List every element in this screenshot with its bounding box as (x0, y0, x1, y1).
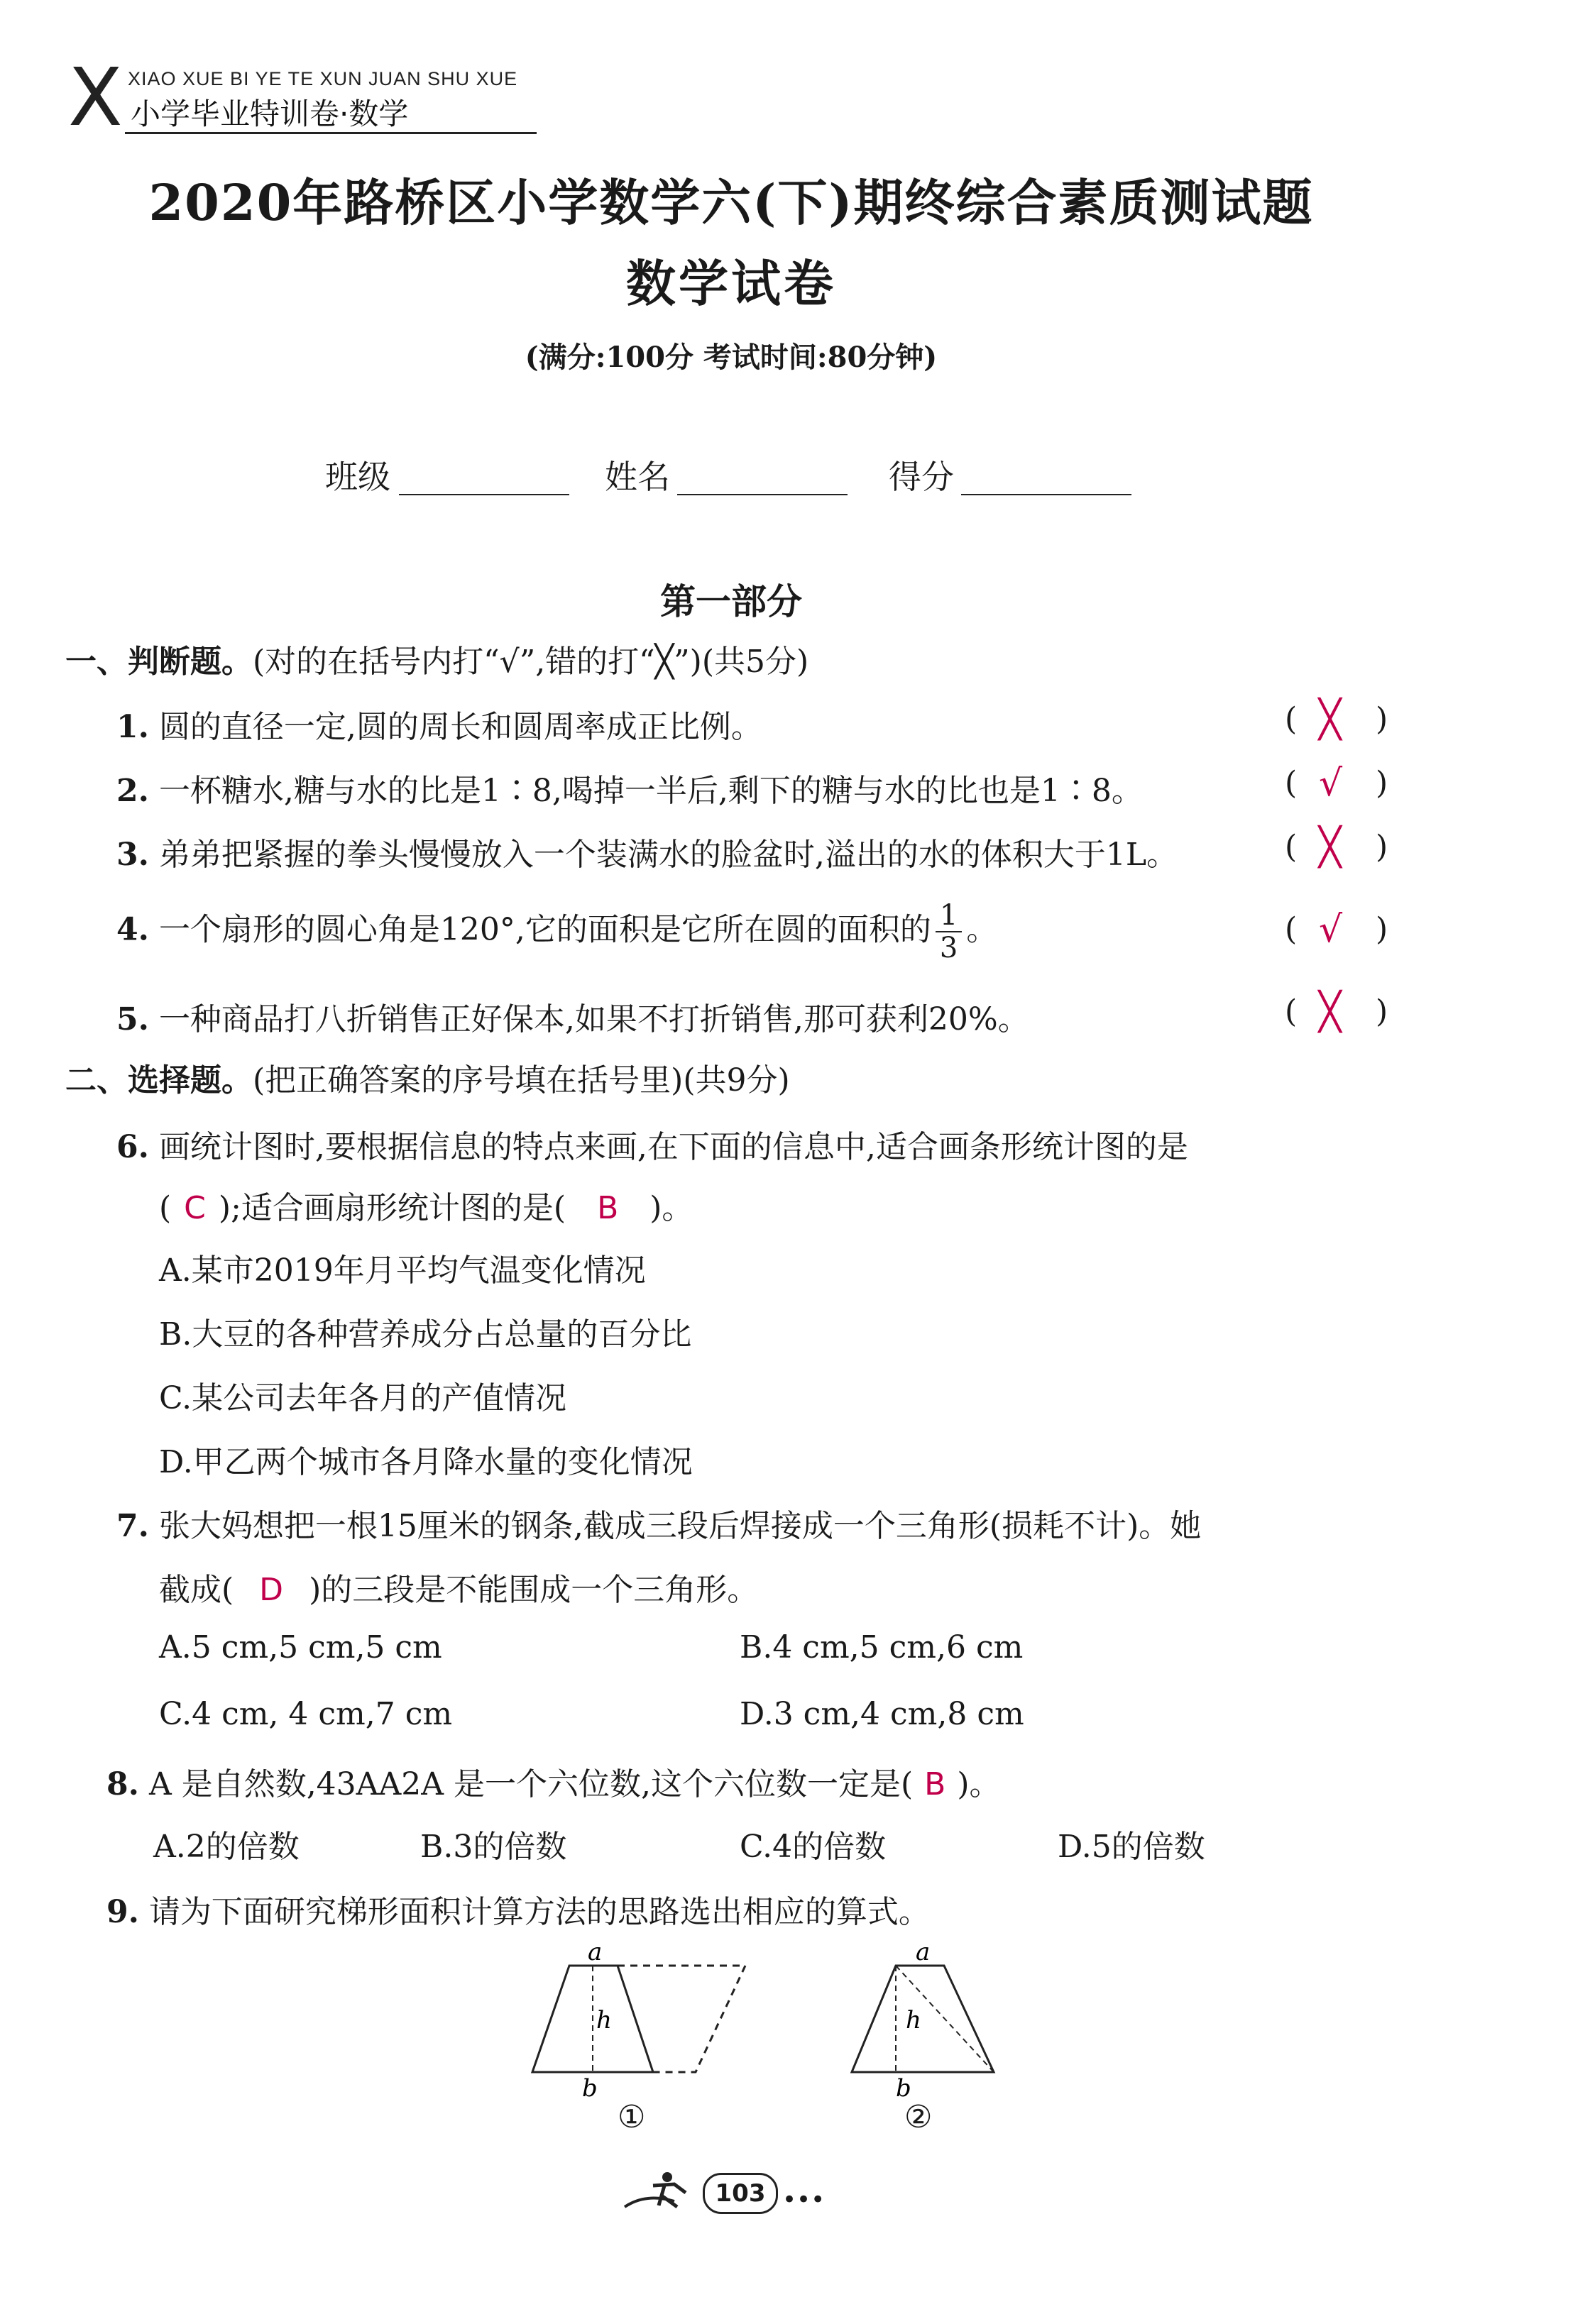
q8-answer[interactable]: B (924, 1766, 946, 1802)
item-text: 弟弟把紧握的拳头慢慢放入一个装满水的脸盆时,溢出的水的体积大于1L。 (158, 837, 1178, 873)
answer-mark: ╳ (1319, 698, 1342, 741)
q7-option-c: C.4 cm, 4 cm,7 cm (159, 1696, 453, 1732)
q6-option-b: B.大豆的各种营养成分占总量的百分比 (159, 1316, 692, 1353)
item-number: 7. (116, 1508, 149, 1544)
q7-answer[interactable]: D (259, 1572, 284, 1608)
judge-item-5 (116, 993, 1029, 1039)
item-number: 6. (116, 1129, 149, 1165)
item-text: 一个扇形的圆心角是120°,它的面积是它所在圆的面积的 (158, 911, 931, 948)
section1-heading (65, 636, 808, 681)
part-title: 第一部分 (660, 580, 802, 622)
q6-option-c: C.某公司去年各月的产值情况 (159, 1380, 567, 1416)
judge-item-2 (116, 765, 1143, 810)
exam-subject: 数学试卷 (626, 254, 836, 313)
name-field[interactable] (677, 494, 848, 495)
q6-stem (116, 1121, 1188, 1167)
section2-heading (65, 1054, 790, 1100)
item-text: 一杯糖水,糖与水的比是1∶8,喝掉一半后,剩下的糖与水的比也是1∶8。 (158, 773, 1143, 809)
q6-blanks: ( C );适合画扇形统计图的是( B )。 (159, 1190, 693, 1226)
q7-option-a: A.5 cm,5 cm,5 cm (159, 1629, 442, 1665)
item-number: 1. (116, 709, 149, 745)
answer-mark: √ (1319, 762, 1343, 805)
answer-mark: √ (1319, 908, 1343, 951)
judge-item-4: 4. 一个扇形的圆心角是120°,它的面积是它所在圆的面积的 $\frac{1}{3}$ 。 (116, 899, 998, 964)
q7-option-b: B.4 cm,5 cm,6 cm (740, 1629, 1024, 1665)
trapezoid-figure-1 (511, 1944, 781, 2100)
name-label: 姓名 (605, 458, 670, 496)
q8-option-b: B.3的倍数 (420, 1829, 567, 1865)
q8-text: A 是自然数,43AA2A 是一个六位数,这个六位数一定是( (148, 1766, 914, 1802)
label-h: h (906, 2006, 921, 2034)
page-number: 103 (703, 2173, 778, 2214)
section2-desc: (把正确答案的序号填在括号里)(共9分) (253, 1062, 790, 1098)
q6-option-d: D.甲乙两个城市各月降水量的变化情况 (159, 1444, 693, 1480)
answer-mark: ╳ (1319, 826, 1342, 869)
trapezoid-figure-2 (838, 1944, 1022, 2100)
label-b: b (582, 2074, 598, 2100)
item-number: 2. (116, 773, 149, 809)
item-number: 9. (106, 1894, 139, 1930)
item-number: 5. (116, 1001, 149, 1037)
item-text: 圆的直径一定,圆的周长和圆周率成正比例。 (158, 709, 762, 745)
q9-text: 请为下面研究梯形面积计算方法的思路选出相应的算式。 (148, 1894, 930, 1930)
series-pinyin: XIAO XUE BI YE TE XUN JUAN SHU XUE (128, 68, 518, 89)
label-a: a (916, 1944, 931, 1966)
class-label: 班级 (325, 458, 390, 496)
judge-item-1 (116, 701, 762, 747)
header-rule (125, 132, 537, 134)
q7-blank: 截成( D )的三段是不能围成一个三角形。 (159, 1572, 759, 1608)
q7-text: 张大妈想把一根15厘米的钢条,截成三段后焊接成一个三角形(损耗不计)。她 (158, 1508, 1202, 1544)
q6-text: 画统计图时,要根据信息的特点来画,在下面的信息中,适合画条形统计图的是 (158, 1129, 1188, 1165)
q7-stem (116, 1500, 1201, 1546)
score-label: 得分 (889, 458, 954, 496)
q6-answer-pie[interactable]: B (597, 1190, 619, 1226)
q7-option-d: D.3 cm,4 cm,8 cm (740, 1696, 1024, 1732)
figure-2-label: ② (904, 2099, 933, 2135)
fraction-one-third: $\frac{1}{3}$ (936, 900, 962, 964)
judge-item-3 (116, 829, 1178, 874)
footer-dots: ••• (782, 2186, 826, 2214)
q8-option-a: A.2的倍数 (153, 1829, 300, 1865)
section2-title: 二、选择题。 (65, 1062, 253, 1098)
item-number: 8. (106, 1766, 139, 1802)
class-field[interactable] (399, 494, 569, 495)
label-h: h (596, 2006, 612, 2034)
item-text: 一种商品打八折销售正好保本,如果不打折销售,那可获利20%。 (158, 1001, 1029, 1037)
section1-desc: (对的在括号内打“√”,错的打“╳”)(共5分) (253, 644, 809, 680)
figure-1-label: ① (618, 2099, 646, 2135)
label-b: b (896, 2074, 911, 2100)
runner-icon (618, 2164, 703, 2221)
label-a: a (588, 1944, 603, 1966)
answer-mark: ╳ (1319, 991, 1342, 1033)
q8-option-d: D.5的倍数 (1058, 1829, 1205, 1865)
score-field[interactable] (961, 494, 1131, 495)
item-number: 3. (116, 837, 149, 873)
section1-title: 一、判断题。 (65, 644, 253, 680)
q6-answer-bar[interactable]: C (184, 1190, 206, 1226)
exam-title: 2020年路桥区小学数学六(下)期终综合素质测试题 (148, 173, 1314, 232)
exam-meta: (满分:100分 考试时间:80分钟) (525, 341, 938, 374)
item-number: 4. (116, 911, 149, 948)
q9-stem (106, 1886, 930, 1932)
q8-stem: 8. A 是自然数,43AA2A 是一个六位数,这个六位数一定是( B )。 (106, 1766, 1001, 1802)
series-title: 小学毕业特训卷·数学 (131, 97, 409, 131)
q8-option-c: C.4的倍数 (740, 1829, 887, 1865)
q6-option-a: A.某市2019年月平均气温变化情况 (159, 1252, 646, 1289)
series-logo: X (68, 52, 123, 144)
